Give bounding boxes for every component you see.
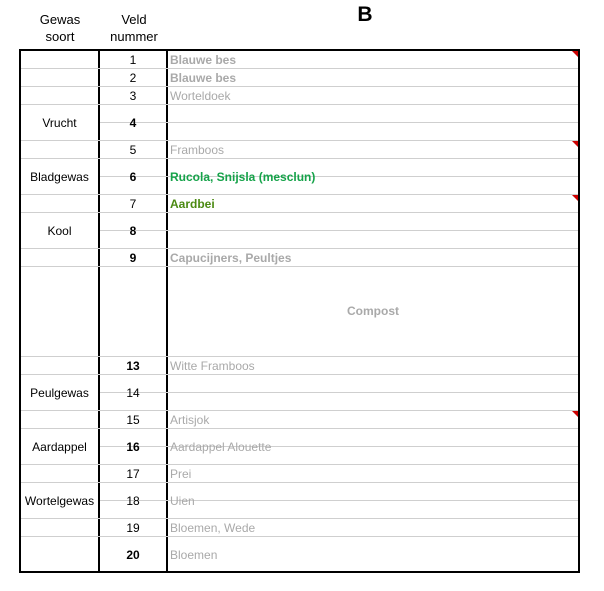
field-number: 2 bbox=[129, 71, 137, 85]
gridline bbox=[100, 122, 578, 123]
crop-cell: Blauwe bes bbox=[170, 53, 237, 67]
group-label-kool: Kool bbox=[47, 224, 72, 238]
group-label-peulgewas: Peulgewas bbox=[30, 386, 89, 400]
field-number: 19 bbox=[126, 521, 140, 535]
field-number: 6 bbox=[129, 170, 137, 184]
gridline bbox=[21, 104, 578, 105]
gridline bbox=[21, 212, 578, 213]
gridline bbox=[21, 266, 578, 267]
comment-marker-icon[interactable] bbox=[572, 141, 578, 147]
field-number: 5 bbox=[129, 143, 137, 157]
group-label-vrucht: Vrucht bbox=[42, 116, 77, 130]
group-label-bladgewas: Bladgewas bbox=[30, 170, 89, 184]
column-header-veld-nummer bbox=[100, 11, 168, 45]
gridline bbox=[21, 518, 578, 519]
crop-cell: Rucola, Snijsla (mesclun) bbox=[170, 170, 316, 184]
gridline bbox=[21, 194, 578, 195]
crop-cell: Worteldoek bbox=[170, 89, 231, 103]
crop-cell: Prei bbox=[170, 467, 192, 481]
gridline bbox=[21, 356, 578, 357]
field-number: 8 bbox=[129, 224, 137, 238]
crop-cell: Artisjok bbox=[170, 413, 210, 427]
field-number: 7 bbox=[129, 197, 137, 211]
comment-marker-icon[interactable] bbox=[572, 195, 578, 201]
section-title: B bbox=[357, 3, 373, 26]
crop-cell: Uien bbox=[170, 494, 195, 508]
field-number: 14 bbox=[126, 386, 140, 400]
gridline bbox=[21, 158, 578, 159]
crop-cell: Capucijners, Peultjes bbox=[170, 251, 292, 265]
group-label-wortelgewas: Wortelgewas bbox=[24, 494, 95, 508]
gridline bbox=[21, 248, 578, 249]
gridline bbox=[100, 392, 578, 393]
comment-marker-icon[interactable] bbox=[572, 51, 578, 57]
crop-cell: Witte Framboos bbox=[170, 359, 255, 373]
crop-cell: Bloemen bbox=[170, 548, 218, 562]
column-header-veld-line1: Veld bbox=[121, 12, 147, 27]
column-header-gewas-soort bbox=[20, 11, 100, 45]
field-number: 9 bbox=[129, 251, 137, 265]
gridline bbox=[100, 230, 578, 231]
gridline bbox=[21, 482, 578, 483]
field-number: 18 bbox=[126, 494, 140, 508]
field-number: 13 bbox=[126, 359, 140, 373]
crop-cell: Aardbei bbox=[170, 197, 215, 211]
gridline bbox=[21, 140, 578, 141]
column-header-gewas-line2: soort bbox=[45, 29, 75, 44]
crop-cell: Framboos bbox=[170, 143, 225, 157]
crop-cell: Blauwe bes bbox=[170, 71, 237, 85]
gridline bbox=[21, 410, 578, 411]
gridline bbox=[21, 68, 578, 69]
field-number: 1 bbox=[129, 53, 137, 67]
field-number: 4 bbox=[129, 116, 137, 130]
gridline bbox=[21, 464, 578, 465]
comment-marker-icon[interactable] bbox=[572, 411, 578, 417]
field-number: 3 bbox=[129, 89, 137, 103]
gridline bbox=[21, 374, 578, 375]
field-number: 16 bbox=[126, 440, 140, 454]
crop-cell: Bloemen, Wede bbox=[170, 521, 256, 535]
column-header-gewas-line1: Gewas bbox=[39, 12, 81, 27]
gridline bbox=[21, 428, 578, 429]
field-number: 15 bbox=[126, 413, 140, 427]
compost-label: Compost bbox=[347, 304, 399, 318]
group-label-aardappel: Aardappel bbox=[32, 440, 87, 454]
field-number: 20 bbox=[126, 548, 140, 562]
gridline bbox=[21, 536, 578, 537]
gridline bbox=[21, 86, 578, 87]
column-header-veld-line2: nummer bbox=[110, 29, 158, 44]
crop-cell: Aardappel Alouette bbox=[170, 440, 272, 454]
field-number: 17 bbox=[126, 467, 140, 481]
